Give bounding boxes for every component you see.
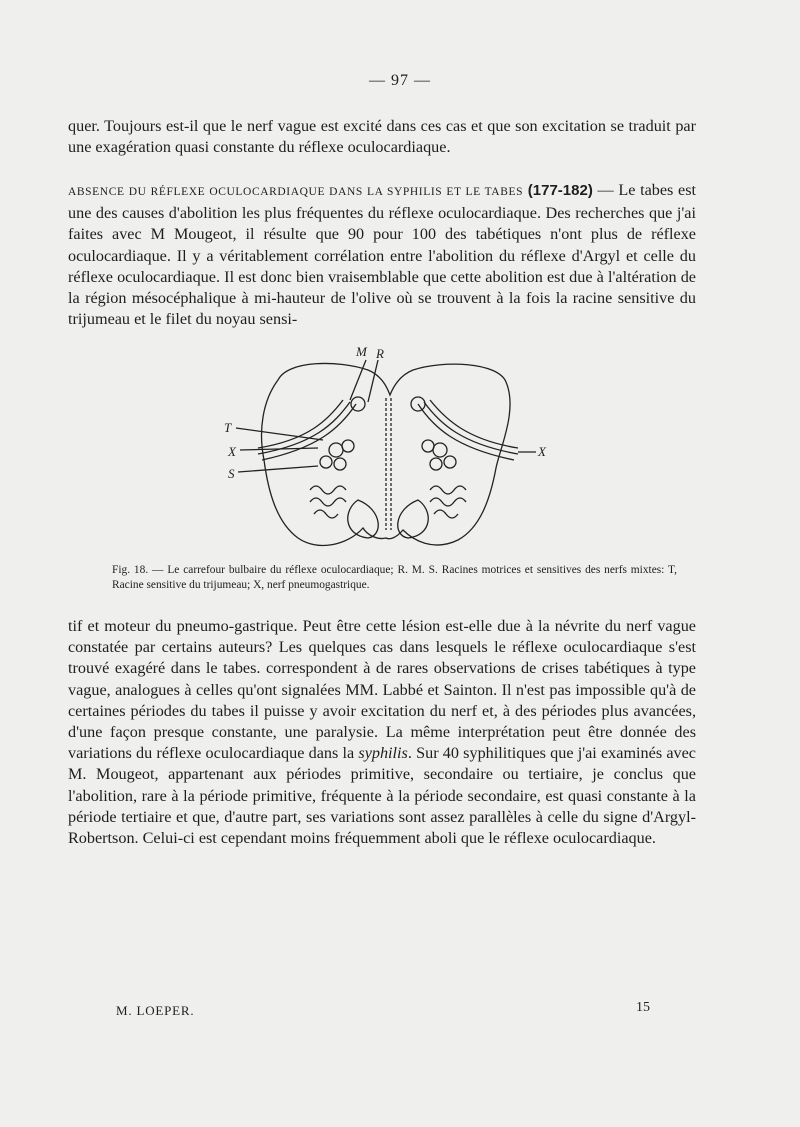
label-x-right: X <box>538 444 546 459</box>
paragraph-2 <box>68 180 696 330</box>
paragraph-1: quer. Toujours est-il que le nerf vague est excité dans ces cas et que son excitation se traduit par une exagération quasi constante du réflexe oculocardiaque. <box>68 117 696 157</box>
paragraph-3-part-a: tif et moteur du pneumo-gastrique. Peut être cette lésion est-elle due à la névrite du nerf vague constatée par certains auteurs? Les quelques cas dans lesquels le réflexe oculocardiaque s'est trouvé exagéré dans le tabes. correspondent à de rares observations de crises tabétiques à type vague, analogues à celles qu'ont signalées MM. Labbé et Sainton. Il n'est pas impossible qu'à de certaines périodes du tabes il puisse y avoir excitation du nerf et, à des périodes plus avancées, d'une façon presque constante, une paralysie. La même interprétation peut être donnée des variations du réflexe oculocardiaque dans la <box>68 617 696 763</box>
figure-caption: Fig. 18. — Le carrefour bulbaire du réflexe oculocardiaque; R. M. S. Racines motrices et sensitives des nerfs mixtes: T, Racine sensitive du trijumeau; X, nerf pneumogastrique. <box>112 564 677 591</box>
footer-signature: 15 <box>636 1000 650 1015</box>
label-t: T <box>224 420 232 435</box>
paragraph-3-part-b: . Sur 40 syphilitiques que j'ai examinés avec M. Mougeot, appartenant aux périodes primitive, secondaire ou tertiaire, je conclus que l'abolition, rare à la période primitive, fréquente à la période secondaire, est quasi constante à la période tertiaire et que, d'autre part, ses variations sont assez parallèles à celle du signe d'Argyl-Robertson. Celui-ci est cependant moins fréquemment aboli que le réflexe oculocardiaque. <box>68 744 696 848</box>
paragraph-3 <box>68 616 696 849</box>
section-heading: ABSENCE DU RÉFLEXE OCULOCARDIAQUE DANS LA SYPHILIS ET LE TABES <box>68 186 524 198</box>
footer-author: M. LOEPER. <box>116 1003 195 1018</box>
figure-18-diagram <box>218 340 558 562</box>
citation-ref: (177-182) <box>527 182 593 199</box>
label-x-left: X <box>228 444 236 459</box>
label-r: R <box>376 346 384 361</box>
page-number: — 97 — <box>369 72 431 89</box>
paragraph-3-italic: syphilis <box>358 744 408 763</box>
label-s: S <box>228 466 235 481</box>
paragraph-2-body: — Le tabes est une des causes d'abolition les plus fréquentes du réflexe oculocardiaque. Des recherches que j'ai faites avec M Mougeot, il résulte que 90 pour 100 des tabétiques n'ont plus de réflexe oculocardiaque. Il y a véritablement corrélation entre l'abolition du réflexe d'Argyl et celle du réflexe oculocardiaque. Il est donc bien vraisemblable que cette abolition est due à l'altération de la région mésocéphalique à mi-hauteur de l'olive où se trouvent à la fois la racine sensitive du trijumeau et le filet du noyau sensi- <box>68 181 696 329</box>
label-m: M <box>356 344 367 359</box>
